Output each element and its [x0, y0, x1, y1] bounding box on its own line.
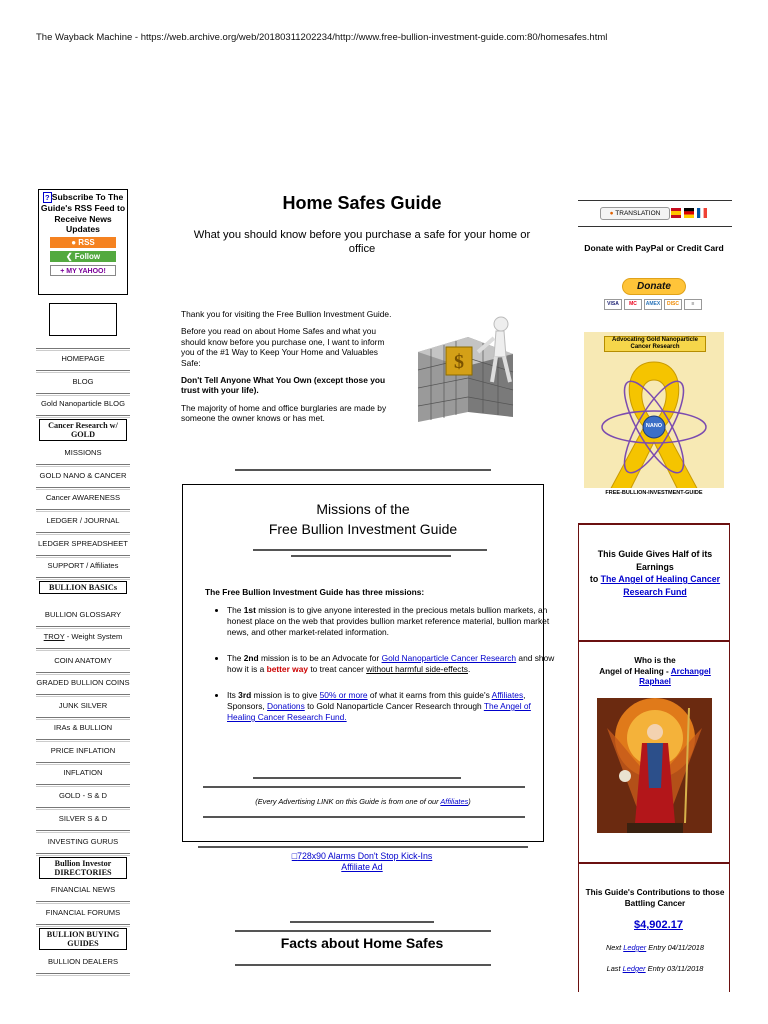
nav-blog[interactable]: BLOG — [72, 377, 94, 386]
mission-item: • The 1st mission is to give anyone interested in the precious metals bullion markets, an honest place on the web that provides bullion market reference material, bullion market news, and other market-related information. — [227, 605, 557, 638]
divider — [235, 964, 491, 966]
nav-price-inflation[interactable]: PRICE INFLATION — [50, 746, 116, 755]
rss-subscribe-text: Subscribe To The Guide's RSS Feed to Receive News Updates — [40, 192, 126, 234]
missions-lead: The Free Bullion Investment Guide has three missions: — [205, 587, 425, 597]
nav-troy-weight[interactable]: TROY - Weight System — [43, 632, 123, 641]
nav-silver-sd[interactable]: SILVER S & D — [58, 814, 108, 823]
next-ledger-link[interactable]: Ledger — [623, 943, 647, 952]
missions-title: Missions of the Free Bullion Investment Guide — [268, 501, 458, 537]
nav-header-bullion-basics: BULLION BASICs — [39, 581, 127, 594]
nav-investing-gurus[interactable]: INVESTING GURUS — [47, 837, 119, 846]
affiliate-ad-image-link[interactable]: □728x90 Alarms Don't Stop Kick-Ins — [291, 851, 433, 861]
donations-link[interactable]: Donations — [267, 701, 305, 711]
echeck-icon: ≡ — [684, 299, 702, 310]
nav-junk-silver[interactable]: JUNK SILVER — [58, 701, 108, 710]
intro-paragraph: Before you read on about Home Safes and what you should know before you purchase one, I want to inform you of the #1 Way to Keep Your Home and Valuables Safe: — [181, 326, 385, 368]
germany-flag-icon[interactable] — [684, 208, 694, 218]
nav-ledger-journal[interactable]: LEDGER / JOURNAL — [46, 516, 120, 525]
mission-item: • The 2nd mission is to be an Advocate for Gold Nanoparticle Cancer Research and show how it is a better way to treat cancer without harmful side-effects. — [227, 653, 557, 675]
affiliate-ad-label[interactable]: Affiliate Ad — [341, 862, 383, 872]
empty-ad-box — [49, 303, 117, 336]
missions-list — [205, 605, 557, 738]
archangel-raphael-image[interactable] — [597, 698, 712, 833]
angel-fund-link[interactable]: The Angel of Healing Cancer Research Fund. — [227, 701, 531, 722]
ribbon-bottom-label: FREE-BULLION-INVESTMENT-GUIDE — [605, 490, 703, 496]
help-icon[interactable]: ? — [43, 192, 52, 203]
wayback-banner: The Wayback Machine - https://web.archive.org/web/20180311202234/http://www.free-bullion-investment-guide.com:80/homesafes.html — [36, 32, 608, 43]
last-ledger-entry: Last Ledger Entry 03/11/2018 — [606, 964, 704, 973]
amex-card-icon: AMEX — [644, 299, 662, 310]
angel-of-healing-fund-link[interactable]: The Angel of Healing Cancer Research Fund — [600, 574, 721, 597]
divider — [203, 786, 525, 788]
angel-text: Who is the Angel of Healing - Archangel Raphael — [599, 656, 711, 686]
rss-icon: ● — [71, 237, 79, 247]
svg-text:$: $ — [454, 351, 464, 373]
earnings-box — [578, 523, 730, 640]
page-subtitle: What you should know before you purchase a safe for your home or office — [193, 229, 531, 255]
translation-button[interactable]: ● TRANSLATION — [600, 207, 670, 220]
nav-iras-bullion[interactable]: IRAs & BULLION — [53, 723, 113, 732]
nav-bullion-dealers[interactable]: BULLION DEALERS — [47, 957, 119, 966]
contributions-amount-link[interactable]: $4,902.17 — [634, 919, 683, 931]
nav-support-affiliates[interactable]: SUPPORT / Affiliates — [47, 561, 119, 570]
nav-header-buying-guides: BULLION BUYING GUIDES — [39, 928, 127, 950]
safe-cube-image — [398, 312, 544, 428]
gold-nano-research-link[interactable]: Gold Nanoparticle Cancer Research — [381, 653, 517, 663]
footnote-affiliates-link[interactable]: Affiliates — [440, 797, 469, 806]
nav-bullion-glossary[interactable]: BULLION GLOSSARY — [44, 610, 122, 619]
nav-graded-bullion-coins[interactable]: GRADED BULLION COINS — [36, 678, 130, 687]
missions-footnote: (Every Advertising LINK on this Guide is from one of our Affiliates) — [255, 797, 471, 806]
mission-item: • Its 3rd mission is to give 50% or more of what it earns from this guide's Affiliates, Sponsors, Donations to Gold Nanoparticle Cancer Research through The Angel of Healing Cancer Research Fund. — [227, 690, 557, 723]
archangel-raphael-link[interactable]: Archangel Raphael — [639, 666, 711, 686]
divider — [253, 777, 461, 779]
rss-button[interactable]: ● RSS — [50, 237, 116, 248]
nav-ledger-spreadsheet[interactable]: LEDGER SPREADSHEET — [38, 539, 128, 548]
contributions-text: This Guide's Contributions to those Battling Cancer — [585, 888, 725, 908]
fifty-percent-link[interactable]: 50% or more — [319, 690, 368, 700]
follow-icon: ❮ — [65, 251, 75, 261]
france-flag-icon[interactable] — [697, 208, 707, 218]
divider — [203, 816, 525, 818]
nav-gold-nano-cancer[interactable]: GOLD NANO & CANCER — [39, 471, 127, 480]
sidebar-nav — [36, 340, 130, 980]
nav-financial-news[interactable]: FINANCIAL NEWS — [50, 885, 116, 894]
contributions-box — [578, 862, 730, 992]
nav-header-directories: Bullion Investor DIRECTORIES — [39, 857, 127, 879]
ribbon-top-label: Advocating Gold Nanoparticle Cancer Research — [604, 336, 706, 352]
nav-homepage[interactable]: HOMEPAGE — [61, 354, 105, 363]
divider — [291, 555, 451, 557]
divider — [290, 921, 434, 923]
nav-cancer-awareness[interactable]: Cancer AWARENESS — [45, 493, 121, 502]
my-yahoo-button[interactable]: + MY YAHOO! — [50, 265, 116, 276]
intro-paragraph: The majority of home and office burglaries are made by someone the owner knows or has met. — [181, 402, 387, 424]
next-ledger-entry: Next Ledger Entry 04/11/2018 — [605, 943, 705, 952]
nav-missions[interactable]: MISSIONS — [64, 448, 102, 457]
intro-warning: Don't Tell Anyone What You Own (except those you trust with your life). — [181, 375, 386, 396]
earnings-text: This Guide Gives Half of its Earnings to The Angel of Healing Cancer Research Fund — [589, 549, 721, 597]
donate-button[interactable]: Donate — [622, 278, 686, 295]
divider — [235, 930, 491, 932]
missions-box — [182, 484, 555, 842]
nav-financial-forums[interactable]: FINANCIAL FORUMS — [45, 908, 121, 917]
follow-button[interactable]: ❮ Follow — [50, 251, 116, 262]
affiliates-link[interactable]: Affiliates — [491, 690, 524, 700]
broken-image-icon: □ — [291, 851, 298, 861]
divider — [253, 549, 487, 551]
translation-bar — [578, 200, 732, 227]
divider — [235, 469, 491, 471]
last-ledger-link[interactable]: Ledger — [622, 964, 646, 973]
gold-ribbon-image[interactable] — [584, 332, 724, 500]
nav-coin-anatomy[interactable]: COIN ANATOMY — [54, 656, 112, 665]
nav-gold-sd[interactable]: GOLD - S & D — [58, 791, 108, 800]
ribbon-graphic — [584, 332, 724, 500]
divider — [198, 846, 528, 848]
discover-card-icon: DISC — [664, 299, 682, 310]
facts-heading: Facts about Home Safes — [280, 935, 444, 951]
intro-text — [181, 309, 393, 431]
intro-paragraph: Thank you for visiting the Free Bullion Investment Guide. — [181, 309, 392, 319]
visa-card-icon: VISA — [604, 299, 622, 310]
spain-flag-icon[interactable] — [671, 208, 681, 218]
page-title: Home Safes Guide — [282, 193, 442, 213]
donate-text: Donate with PayPal or Credit Card — [584, 243, 724, 253]
nav-gold-nano-blog[interactable]: Gold Nanoparticle BLOG — [41, 399, 125, 408]
mastercard-icon: MC — [624, 299, 642, 310]
affiliate-ad[interactable] — [180, 851, 544, 873]
ribbon-nano-label: NANO — [645, 423, 663, 429]
nav-header-cancer-research: Cancer Research w/ GOLD — [39, 419, 127, 441]
chat-bubble-icon: ● — [609, 210, 616, 217]
rss-subscribe-box — [38, 189, 128, 295]
nav-inflation[interactable]: INFLATION — [63, 768, 103, 777]
